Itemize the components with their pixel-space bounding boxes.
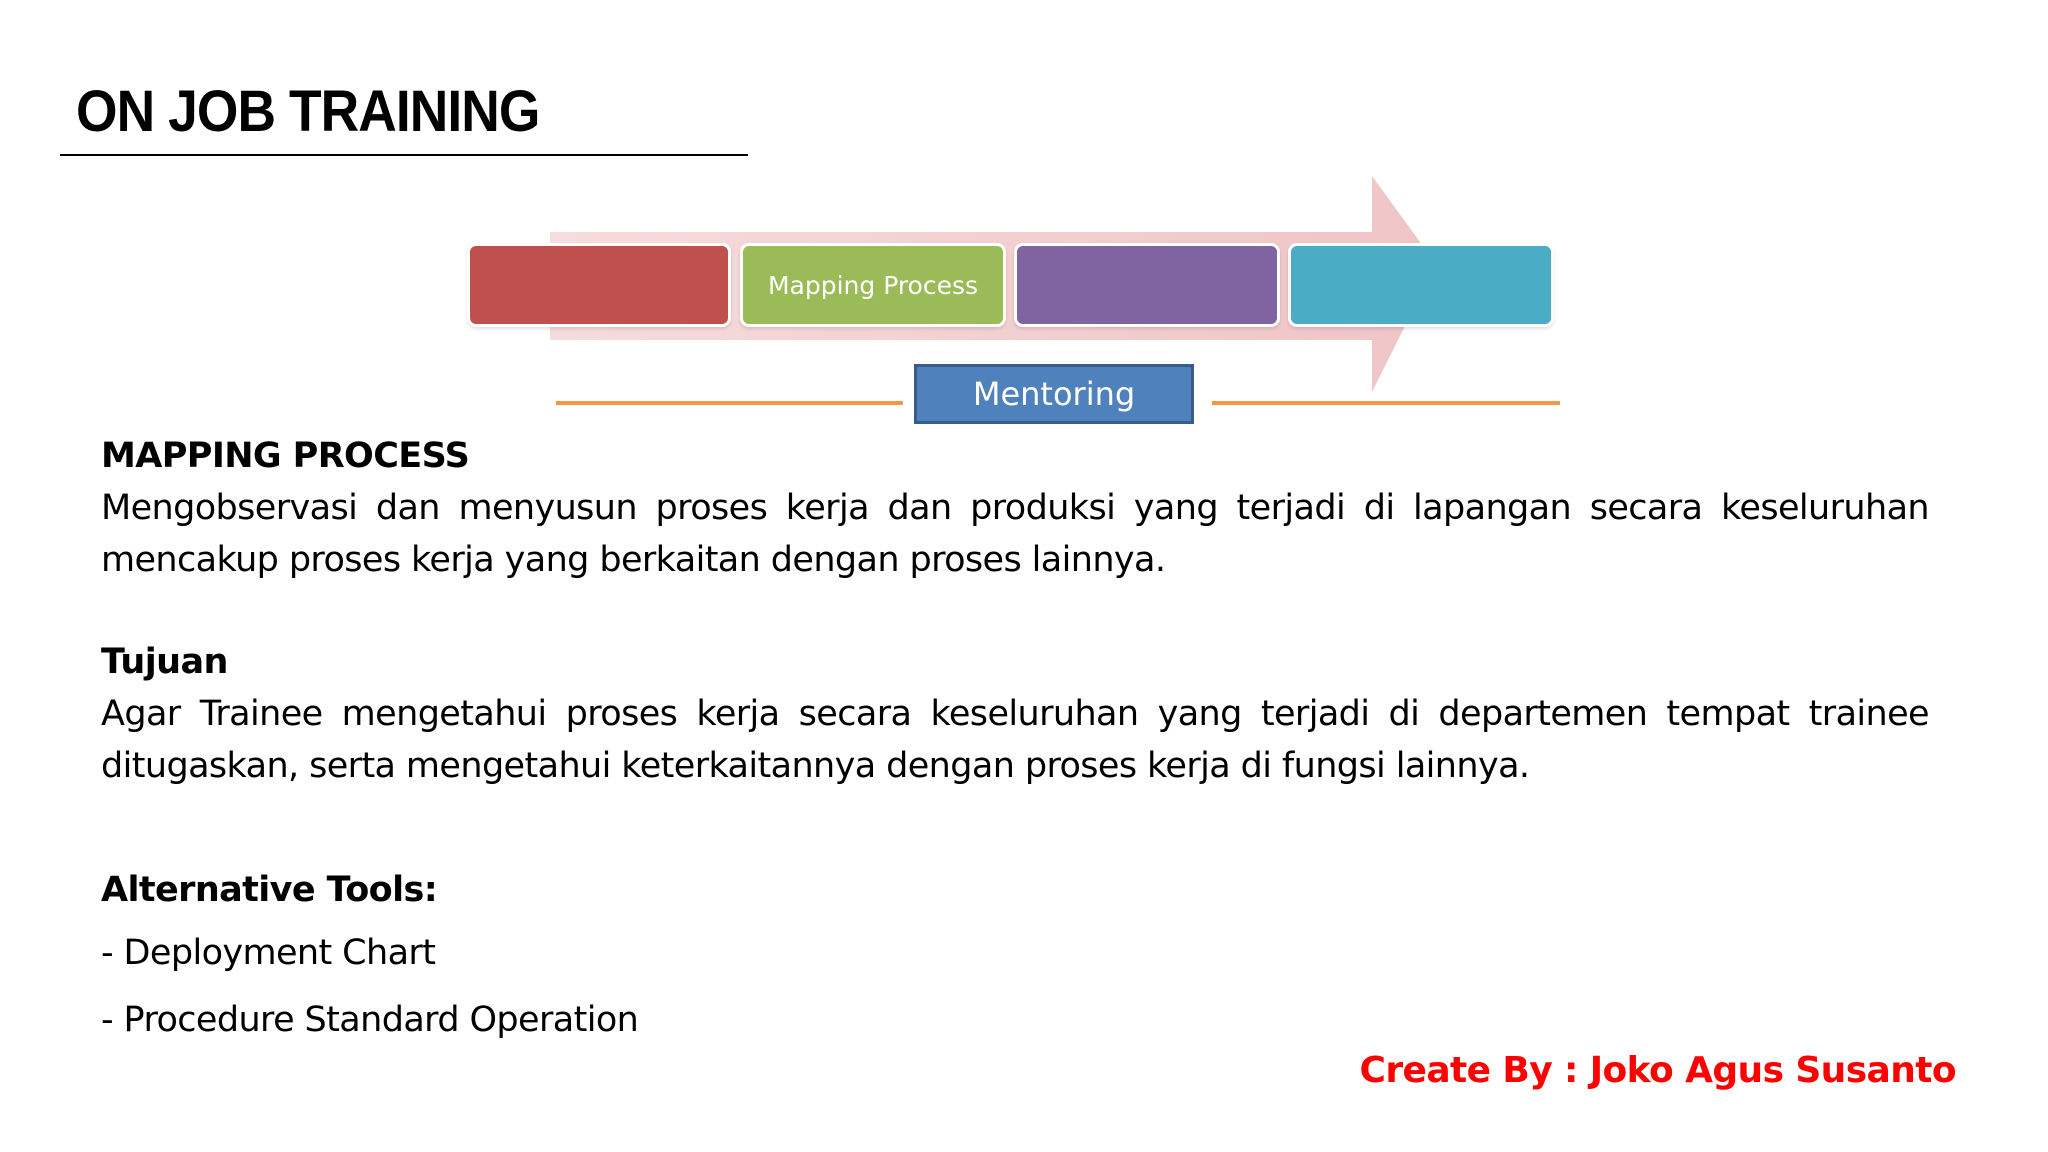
tools-heading: Alternative Tools:	[101, 870, 438, 910]
mapping-text: Mengobservasi dan menyusun proses kerja dan produksi yang terjadi di lapangan secara keseluruhan mencakup proses kerja yang berkaitan dengan proses lainnya.	[101, 488, 1929, 580]
slide-content	[101, 430, 1929, 1054]
tujuan-heading: Tujuan	[101, 642, 228, 682]
mentoring-box: Mentoring	[914, 364, 1194, 424]
process-step-4	[1288, 243, 1554, 327]
mapping-heading: MAPPING PROCESS	[101, 436, 470, 476]
spacer	[101, 792, 1929, 860]
author-credit: Create By : Joko Agus Susanto	[1359, 1050, 1956, 1091]
tool-item-deployment-chart: - Deployment Chart	[101, 933, 436, 973]
tujuan-text: Agar Trainee mengetahui proses kerja secara keseluruhan yang terjadi di departemen tempat trainee ditugaskan, serta mengetahui keterkaitannya dengan proses kerja di fungsi lainnya.	[101, 694, 1929, 786]
slide-title: ON JOB TRAINING	[76, 79, 540, 144]
spacer	[101, 586, 1929, 636]
process-step-mapping: Mapping Process	[740, 243, 1006, 327]
process-diagram	[0, 0, 2048, 440]
tool-item-procedure-sop: - Procedure Standard Operation	[101, 1000, 639, 1040]
process-step-3	[1014, 243, 1280, 327]
process-step-1	[467, 243, 731, 327]
